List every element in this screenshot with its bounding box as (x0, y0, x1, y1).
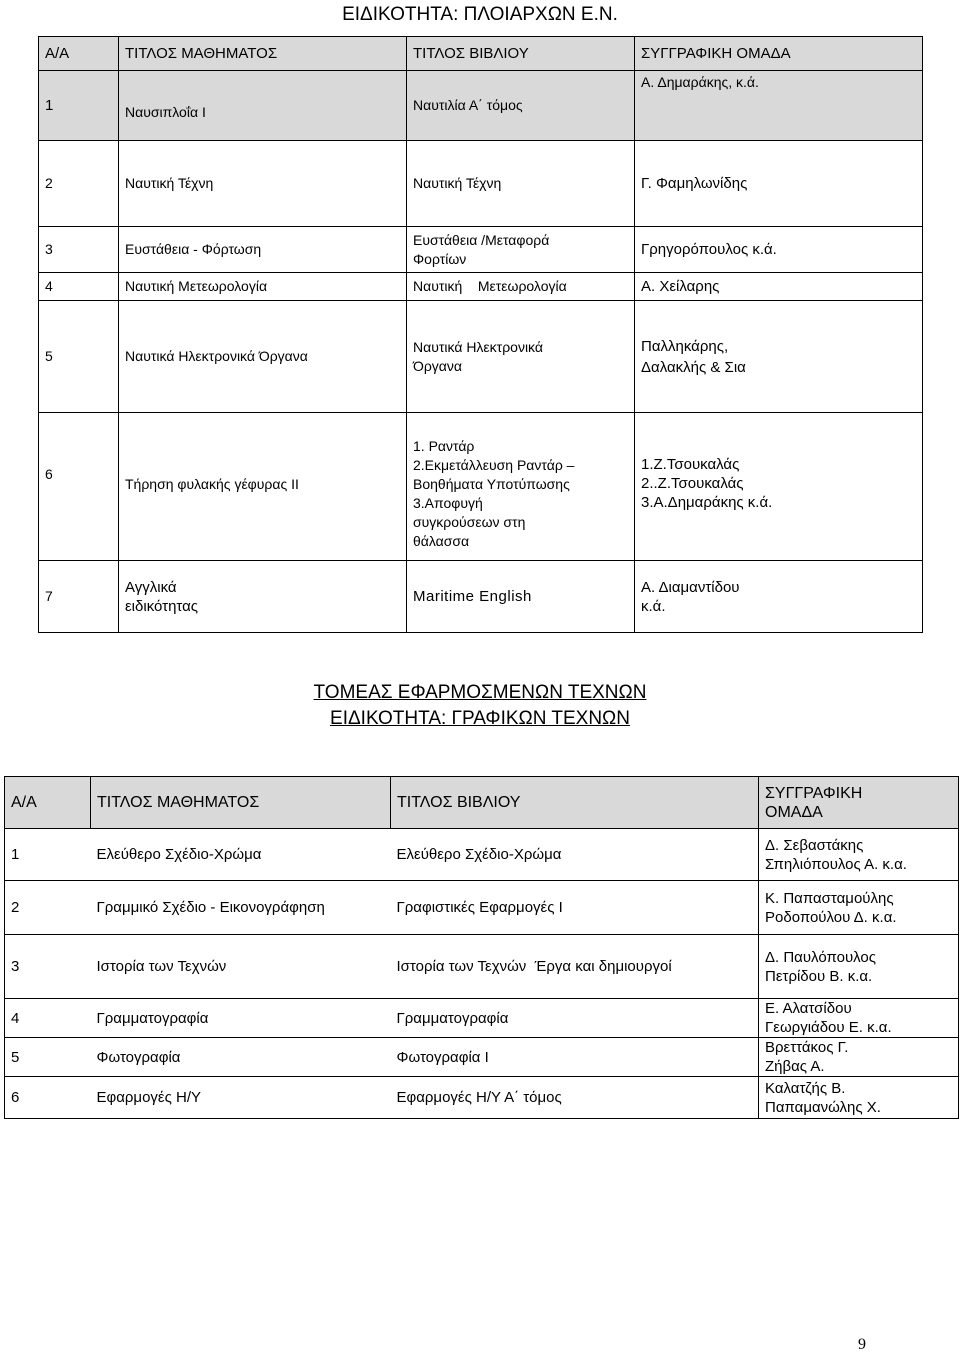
table-row (39, 273, 923, 301)
header-authors: ΣΥΓΓΡΑΦΙΚΗ ΟΜΑΔΑ (759, 777, 959, 829)
book-title: Ναυτική Τέχνη (407, 141, 635, 227)
book-title: Γραμματογραφία (391, 999, 759, 1038)
authors: Κ. Παπασταμούλης Ροδοπούλου Δ. κ.α. (759, 881, 959, 935)
grafikon-books-table (4, 776, 959, 1119)
authors: Δ. Σεβαστάκης Σπηλιόπουλος Α. κ.α. (759, 829, 959, 881)
row-number: 6 (39, 413, 119, 561)
table-row (39, 561, 923, 633)
authors: 1.Ζ.Τσουκαλάς 2..Ζ.Τσουκαλάς 3.Α.Δημαράκης κ.ά. (635, 413, 923, 561)
row-number: 3 (5, 935, 91, 999)
book-title: Ιστορία των Τεχνών Έργα και δημιουργοί (391, 935, 759, 999)
course-title: Γραμματογραφία (91, 999, 391, 1038)
row-number: 6 (5, 1077, 91, 1119)
course-title: Ναυτική Τέχνη (119, 141, 407, 227)
course-title: Γραμμικό Σχέδιο - Εικονογράφηση (91, 881, 391, 935)
table-row (5, 999, 959, 1038)
course-title: Ευστάθεια - Φόρτωση (119, 227, 407, 273)
course-title: Τήρηση φυλακής γέφυρας ΙΙ (119, 413, 407, 561)
authors: Δ. Παυλόπουλος Πετρίδου Β. κ.α. (759, 935, 959, 999)
row-number: 4 (5, 999, 91, 1038)
table-row (39, 71, 923, 141)
authors: Α. Δημαράκης, κ.ά. (635, 71, 923, 141)
book-title: Ναυτικά Ηλεκτρονικά Όργανα (407, 301, 635, 413)
book-title: Γραφιστικές Εφαρμογές Ι (391, 881, 759, 935)
book-title: Ευστάθεια /Μεταφορά Φορτίων (407, 227, 635, 273)
authors: Ε. Αλατσίδου Γεωργιάδου Ε. κ.α. (759, 999, 959, 1038)
header-aa: Α/Α (39, 37, 119, 71)
authors: Βρεττάκος Γ. Ζήβας Α. (759, 1038, 959, 1077)
table-row (5, 935, 959, 999)
table-row (39, 227, 923, 273)
course-title: Ελεύθερο Σχέδιο-Χρώμα (91, 829, 391, 881)
table-row (5, 829, 959, 881)
header-authors: ΣΥΓΓΡΑΦΙΚΗ ΟΜΑΔΑ (635, 37, 923, 71)
course-title: Φωτογραφία (91, 1038, 391, 1077)
book-title: Maritime English (407, 561, 635, 633)
authors: Α. Διαμαντίδου κ.ά. (635, 561, 923, 633)
authors: Α. Χείλαρης (635, 273, 923, 301)
header-course-title: ΤΙΤΛΟΣ ΜΑΘΗΜΑΤΟΣ (91, 777, 391, 829)
authors: Καλατζής Β. Παπαμανώλης Χ. (759, 1077, 959, 1119)
row-number: 5 (39, 301, 119, 413)
row-number: 5 (5, 1038, 91, 1077)
row-number: 2 (39, 141, 119, 227)
course-title: Ναυτική Μετεωρολογία (119, 273, 407, 301)
row-number: 2 (5, 881, 91, 935)
section2-title: ΕΙΔΙΚΟΤΗΤΑ: ΓΡΑΦΙΚΩΝ ΤΕΧΝΩΝ (330, 708, 630, 729)
course-title: Εφαρμογές Η/Υ (91, 1077, 391, 1119)
course-title: Ναυτικά Ηλεκτρονικά Όργανα (119, 301, 407, 413)
table-row (39, 301, 923, 413)
row-number: 7 (39, 561, 119, 633)
table-row (39, 413, 923, 561)
table-row (5, 1038, 959, 1077)
row-number: 1 (5, 829, 91, 881)
sector-title: ΤΟΜΕΑΣ ΕΦΑΡΜΟΣΜΕΝΩΝ ΤΕΧΝΩΝ (313, 682, 647, 703)
book-title: Ναυτική Μετεωρολογία (407, 273, 635, 301)
row-number: 1 (39, 71, 119, 141)
header-aa: Α/Α (5, 777, 91, 829)
row-number: 4 (39, 273, 119, 301)
table-header-row (5, 777, 959, 829)
table-header-row (39, 37, 923, 71)
course-title: Αγγλικά ειδικότητας (119, 561, 407, 633)
course-title: Ναυσιπλοΐα Ι (119, 71, 407, 141)
book-title: Εφαρμογές Η/Υ Α΄ τόμος (391, 1077, 759, 1119)
book-title: 1. Ραντάρ 2.Εκμετάλλευση Ραντάρ – Βοηθήματα Υποτύπωσης 3.Αποφυγή συγκρούσεων στη θάλασσα (407, 413, 635, 561)
authors: Γ. Φαμηλωνίδης (635, 141, 923, 227)
header-course-title: ΤΙΤΛΟΣ ΜΑΘΗΜΑΤΟΣ (119, 37, 407, 71)
header-book-title: ΤΙΤΛΟΣ ΒΙΒΛΙΟΥ (391, 777, 759, 829)
table-row (39, 141, 923, 227)
book-title: Ελεύθερο Σχέδιο-Χρώμα (391, 829, 759, 881)
authors: Γρηγορόπουλος κ.ά. (635, 227, 923, 273)
row-number: 3 (39, 227, 119, 273)
course-title: Ιστορία των Τεχνών (91, 935, 391, 999)
table-row (5, 881, 959, 935)
section1-title: ΕΙΔΙΚΟΤΗΤΑ: ΠΛΟΙΑΡΧΩΝ Ε.Ν. (342, 4, 618, 25)
plioarxon-books-table (38, 36, 923, 633)
table-row (5, 1077, 959, 1119)
authors: Παλληκάρης, Δαλακλής & Σια (635, 301, 923, 413)
page-number: 9 (858, 1336, 866, 1353)
header-book-title: ΤΙΤΛΟΣ ΒΙΒΛΙΟΥ (407, 37, 635, 71)
book-title: Ναυτιλία Α΄ τόμος (407, 71, 635, 141)
book-title: Φωτογραφία Ι (391, 1038, 759, 1077)
